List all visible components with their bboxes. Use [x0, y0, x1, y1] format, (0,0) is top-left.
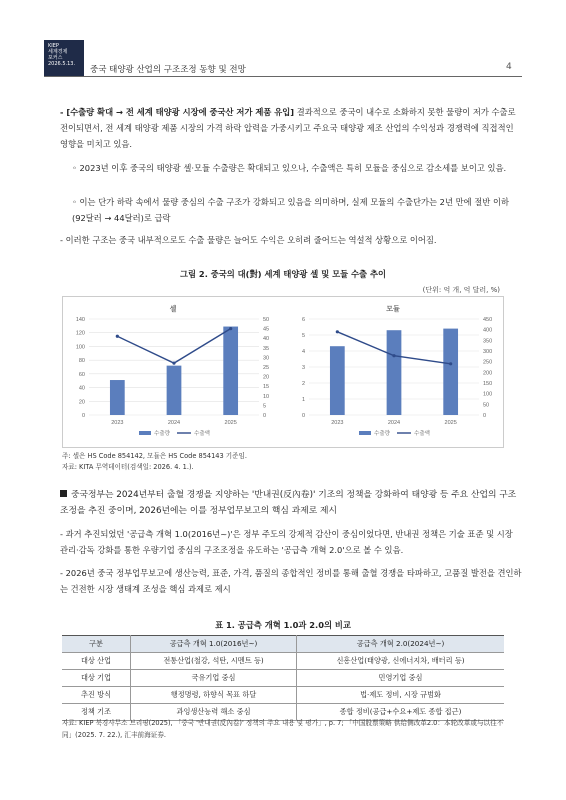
bar — [443, 329, 458, 415]
paragraph-paradox — [60, 232, 522, 248]
figure-note: 주: 셀은 HS Code 854142, 모듈은 HS Code 854143 기준임. — [62, 452, 247, 460]
y-right-tick-label: 40 — [263, 336, 270, 343]
y-right-tick-label: 0 — [483, 413, 487, 419]
line-point — [449, 362, 452, 365]
series-line — [117, 329, 230, 364]
y-right-tick-label: 250 — [483, 359, 493, 366]
legend-swatch-bar — [139, 431, 151, 435]
bar — [387, 330, 402, 415]
y-right-tick-label: 0 — [263, 413, 267, 419]
y-right-tick-label: 300 — [483, 349, 493, 355]
y-left-tick-label: 60 — [78, 371, 85, 378]
table-source: 자료: KIEP 북경사무소 브리핑(2025), 「중국 '반내권(反內卷)' 정책의 주요 내용 및 평가」, p. 7; 「中国股票策略 供给侧改革2.0：本轮改革或与以往不同」(2025. 7. 22.), 汇丰前海证券. — [62, 719, 504, 739]
bar — [223, 327, 238, 415]
badge-line: KIEP — [48, 43, 59, 49]
reform-comparison-table — [62, 635, 504, 721]
y-right-tick-label: 30 — [263, 355, 270, 362]
y-left-tick-label: 80 — [78, 358, 85, 365]
y-right-tick-label: 15 — [263, 384, 270, 391]
header-rule — [44, 76, 522, 77]
figure-unit: (단위: 억 개, 억 달러, %) — [422, 286, 500, 294]
x-tick-label: 2024 — [387, 420, 401, 426]
column-header: 공급측 개혁 2.0(2024년~) — [297, 636, 504, 653]
section-bullet-text: 중국정부는 2024년부터 출혈 경쟁을 지양하는 '반내권(反內卷)' 기조의 정책을 강화하여 태양광 등 주요 산업의 구조조정을 추진 중이며, 2026년에는 이를 정부업무보고의 핵심 과제로 제시 — [60, 490, 517, 516]
table-cell: 대상 산업 — [62, 653, 131, 670]
line-point — [172, 362, 175, 365]
bar — [167, 366, 182, 415]
table-cell: 대상 기업 — [62, 670, 131, 687]
table-cell: 정책 기조 — [62, 704, 131, 721]
badge-line: 포커스 — [48, 55, 63, 61]
column-header: 구분 — [62, 636, 131, 653]
table-row — [62, 687, 504, 704]
paragraph-export-surge — [60, 104, 522, 152]
y-right-tick-label: 200 — [483, 370, 493, 377]
paragraph-text: - 2026년 중국 정부업무보고에 생산능력, 표준, 가격, 품질의 종합적인 정비를 통해 출혈 경쟁을 타파하고, 고품질 발전을 견인하는 건전한 시장 생태계 조성을 핵심 과제로 제시 — [60, 568, 522, 594]
legend-label: 수출액 — [194, 431, 210, 437]
paragraph-text: 결과적으로 중국이 내수로 소화하지 못한 물량이 저가 수출로 전이되면서, 전 세계 태양광 제품 시장의 가격 하락 압력을 가중시키고 주요국 태양광 제조 산업의 수익성과 경쟁력에 직접적인 영향을 미치고 있음. — [60, 107, 516, 149]
sub-bullet-1: ◦ 2023년 이후 중국의 태양광 셀·모듈 수출량은 확대되고 있으나, 수출액은 특히 모듈을 중심으로 감소세를 보이고 있음. — [72, 163, 507, 173]
table-title: 표 1. 공급측 개혁 1.0과 2.0의 비교 — [215, 620, 351, 630]
y-right-tick-label: 350 — [483, 338, 493, 345]
bar — [330, 346, 345, 415]
y-left-tick-label: 3 — [301, 365, 305, 371]
legend-label: 수출액 — [414, 431, 430, 437]
column-header: 공급측 개혁 1.0(2016년~) — [131, 636, 297, 653]
badge-line: 2026.5.13. — [48, 61, 76, 67]
table-cell: 행정명령, 하향식 목표 하달 — [131, 687, 297, 704]
y-left-tick-label: 140 — [75, 317, 85, 323]
paragraph-reform-comparison — [60, 526, 522, 558]
table-cell: 신흥산업(태양광, 신에너지차, 배터리 등) — [297, 653, 504, 670]
legend-label: 수출량 — [154, 431, 170, 437]
x-tick-label: 2024 — [167, 420, 181, 426]
y-right-tick-label: 50 — [483, 402, 490, 409]
x-tick-label: 2025 — [444, 420, 457, 426]
line-point — [116, 335, 119, 338]
chart-title: 모듈 — [386, 306, 400, 313]
y-left-tick-label: 100 — [75, 344, 85, 351]
paragraph-lead: - [수출량 확대 → 전 세계 태양광 시장에 중국산 저가 제품 유입] — [60, 107, 295, 117]
y-right-tick-label: 25 — [263, 365, 270, 371]
y-right-tick-label: 150 — [483, 381, 493, 387]
y-left-tick-label: 2 — [301, 381, 305, 387]
y-right-tick-label: 20 — [263, 374, 270, 381]
y-left-tick-label: 20 — [78, 399, 85, 406]
bar — [110, 380, 125, 415]
legend-label: 수출량 — [374, 431, 390, 437]
x-tick-label: 2023 — [331, 420, 344, 426]
y-left-tick-label: 0 — [301, 413, 305, 419]
figure-title: 그림 2. 중국의 대(對) 세계 태양광 셀 및 모듈 수출 추이 — [180, 269, 386, 279]
chart-title: 셀 — [169, 306, 177, 313]
section-bullet — [60, 487, 522, 519]
badge-line: 세계경제 — [48, 49, 68, 55]
sub-bullet-text: 이는 단가 하락 속에서 물량 중심의 수출 구조가 강화되고 있음을 의미하며, 실제 모듈의 수출단가는 2년 만에 절반 이하(92달러 → 44달러)로 급락 — [72, 197, 509, 223]
paragraph-text: - 이러한 구조는 중국 내부적으로도 수출 물량은 늘어도 수익은 오히려 줄어드는 역설적 상황으로 이어짐. — [60, 235, 437, 245]
chart-panel — [62, 296, 504, 448]
y-right-tick-label: 35 — [263, 345, 270, 352]
y-right-tick-label: 45 — [263, 326, 270, 333]
y-right-tick-label: 450 — [483, 317, 493, 323]
table-cell: 민영기업 중심 — [297, 670, 504, 687]
line-point — [336, 330, 339, 333]
table-row — [62, 653, 504, 670]
legend-swatch-bar — [359, 431, 371, 435]
y-right-tick-label: 100 — [483, 391, 493, 398]
table-cell: 과잉생산능력 해소 중심 — [131, 704, 297, 721]
table-cell: 전통산업(철강, 석탄, 시멘트 등) — [131, 653, 297, 670]
table-row — [62, 670, 504, 687]
figure-source: 자료: KITA 무역데이터(검색일: 2026. 4. 1.). — [62, 463, 194, 471]
running-title: 중국 태양광 산업의 구조조정 동향 및 전망 — [90, 65, 246, 75]
y-left-tick-label: 4 — [301, 349, 305, 355]
table-cell: 종합 정비(공급+수요+제도 종합 접근) — [297, 704, 504, 721]
y-left-tick-label: 6 — [301, 317, 305, 323]
x-tick-label: 2023 — [111, 420, 124, 426]
y-left-tick-label: 5 — [301, 333, 305, 339]
y-left-tick-label: 120 — [75, 330, 85, 337]
y-right-tick-label: 400 — [483, 327, 493, 334]
line-point — [229, 327, 232, 330]
page-number: 4 — [506, 62, 512, 72]
export-charts — [63, 297, 503, 447]
paragraph-text: - 과거 추진되었던 '공급측 개혁 1.0(2016년~)'은 정부 주도의 강제적 감산이 중심이었다면, 반내권 정책은 기술 표준 및 시장 관리·감독 강화를 통한 우량기업 중심의 구조조정을 유도하는 '공급측 개혁 2.0'으로 볼 수 있음. — [60, 529, 513, 555]
table-cell: 법·제도 정비, 시장 규범화 — [297, 687, 504, 704]
y-right-tick-label: 10 — [263, 393, 270, 400]
paragraph-government-report — [60, 565, 522, 597]
square-bullet-icon — [60, 490, 67, 497]
table-header-row — [62, 636, 504, 653]
sub-bullet-text: 2023년 이후 중국의 태양광 셀·모듈 수출량은 확대되고 있으나, 수출액은 특히 모듈을 중심으로 감소세를 보이고 있음. — [79, 163, 507, 173]
y-left-tick-label: 40 — [78, 385, 85, 392]
y-right-tick-label: 5 — [263, 403, 267, 410]
table-cell: 국유기업 중심 — [131, 670, 297, 687]
y-left-tick-label: 1 — [301, 397, 305, 403]
sub-bullet-2: ◦ 이는 단가 하락 속에서 물량 중심의 수출 구조가 강화되고 있음을 의미하며, 실제 모듈의 수출단가는 2년 만에 절반 이하(92달러 → 44달러)로 급락 — [72, 197, 509, 223]
table-cell: 추진 방식 — [62, 687, 131, 704]
y-right-tick-label: 50 — [263, 317, 270, 323]
line-point — [392, 354, 395, 357]
y-left-tick-label: 0 — [81, 413, 85, 419]
x-tick-label: 2025 — [224, 420, 237, 426]
publication-badge — [44, 40, 84, 76]
